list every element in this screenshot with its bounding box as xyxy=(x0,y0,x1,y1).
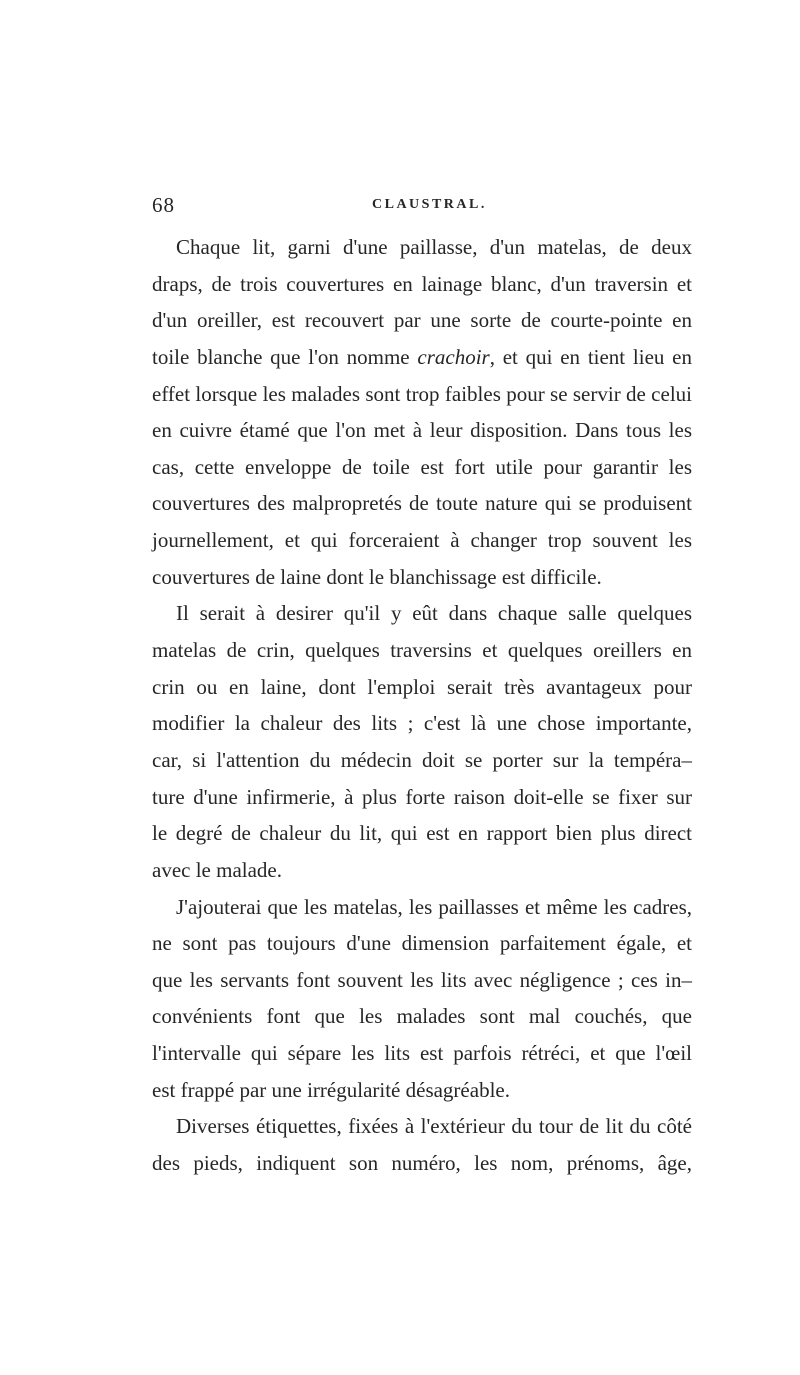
text-line: que les servants font souvent les lits avec négligence ; ces in– xyxy=(152,967,692,992)
text-line: ture d'une infirmerie, à plus forte raison doit-elle se fixer sur xyxy=(152,784,692,809)
text-line: J'ajouterai que les matelas, les paillasses et même les cadres, xyxy=(176,894,692,919)
text-line: convénients font que les malades sont mal couchés, que xyxy=(152,1004,692,1029)
text-line: draps, de trois couvertures en lainage blanc, d'un traversin et xyxy=(152,271,692,296)
text-line: crin ou en laine, dont l'emploi serait très avantageux pour xyxy=(152,674,692,699)
running-title: CLAUSTRAL. xyxy=(372,197,487,212)
text-line: effet lorsque les malades sont trop faibles pour se servir de celui xyxy=(152,381,692,406)
text-line: ne sont pas toujours d'une dimension parfaitement égale, et xyxy=(152,931,692,956)
text-line: car, si l'attention du médecin doit se porter sur la tempéra– xyxy=(152,747,692,772)
text-line: en cuivre étamé que l'on met à leur disposition. Dans tous les xyxy=(152,418,692,443)
text-line: Diverses étiquettes, fixées à l'extérieur du tour de lit du côté xyxy=(176,1114,692,1139)
text-line: couvertures de laine dont le blanchissage est difficile. xyxy=(152,564,602,589)
italic-term: crachoir xyxy=(417,344,490,369)
text-line: cas, cette enveloppe de toile est fort utile pour garantir les xyxy=(152,454,692,479)
text-line: couvertures des malpropretés de toute nature qui se produisent xyxy=(152,491,692,516)
text-line: l'intervalle qui sépare les lits est parfois rétréci, et que l'œil xyxy=(152,1041,692,1066)
text-line: le degré de chaleur du lit, qui est en rapport bien plus direct xyxy=(152,821,692,846)
text-line: Il serait à desirer qu'il y eût dans chaque salle quelques xyxy=(176,601,692,626)
page-number: 68 xyxy=(152,193,175,217)
text-line: avec le malade. xyxy=(152,857,282,882)
text-line-start: toile blanche que l'on nomme xyxy=(152,344,418,369)
text-line: d'un oreiller, est recouvert par une sorte de courte-pointe en xyxy=(152,308,692,333)
text-line: Chaque lit, garni d'une paillasse, d'un matelas, de deux xyxy=(176,235,692,259)
text-line: modifier la chaleur des lits ; c'est là une chose importante, xyxy=(152,711,692,736)
text-line: des pieds, indiquent son numéro, les nom, prénoms, âge, xyxy=(152,1151,692,1176)
text-line: est frappé par une irrégularité désagréable. xyxy=(152,1077,510,1102)
running-head xyxy=(152,193,692,221)
text-line: journellement, et qui forceraient à changer trop souvent les xyxy=(152,528,692,553)
text-line: matelas de crin, quelques traversins et quelques oreillers en xyxy=(152,638,692,663)
text-line-end: , et qui en tient lieu en xyxy=(489,344,692,369)
body-text xyxy=(152,229,692,1182)
text-line xyxy=(152,339,692,376)
